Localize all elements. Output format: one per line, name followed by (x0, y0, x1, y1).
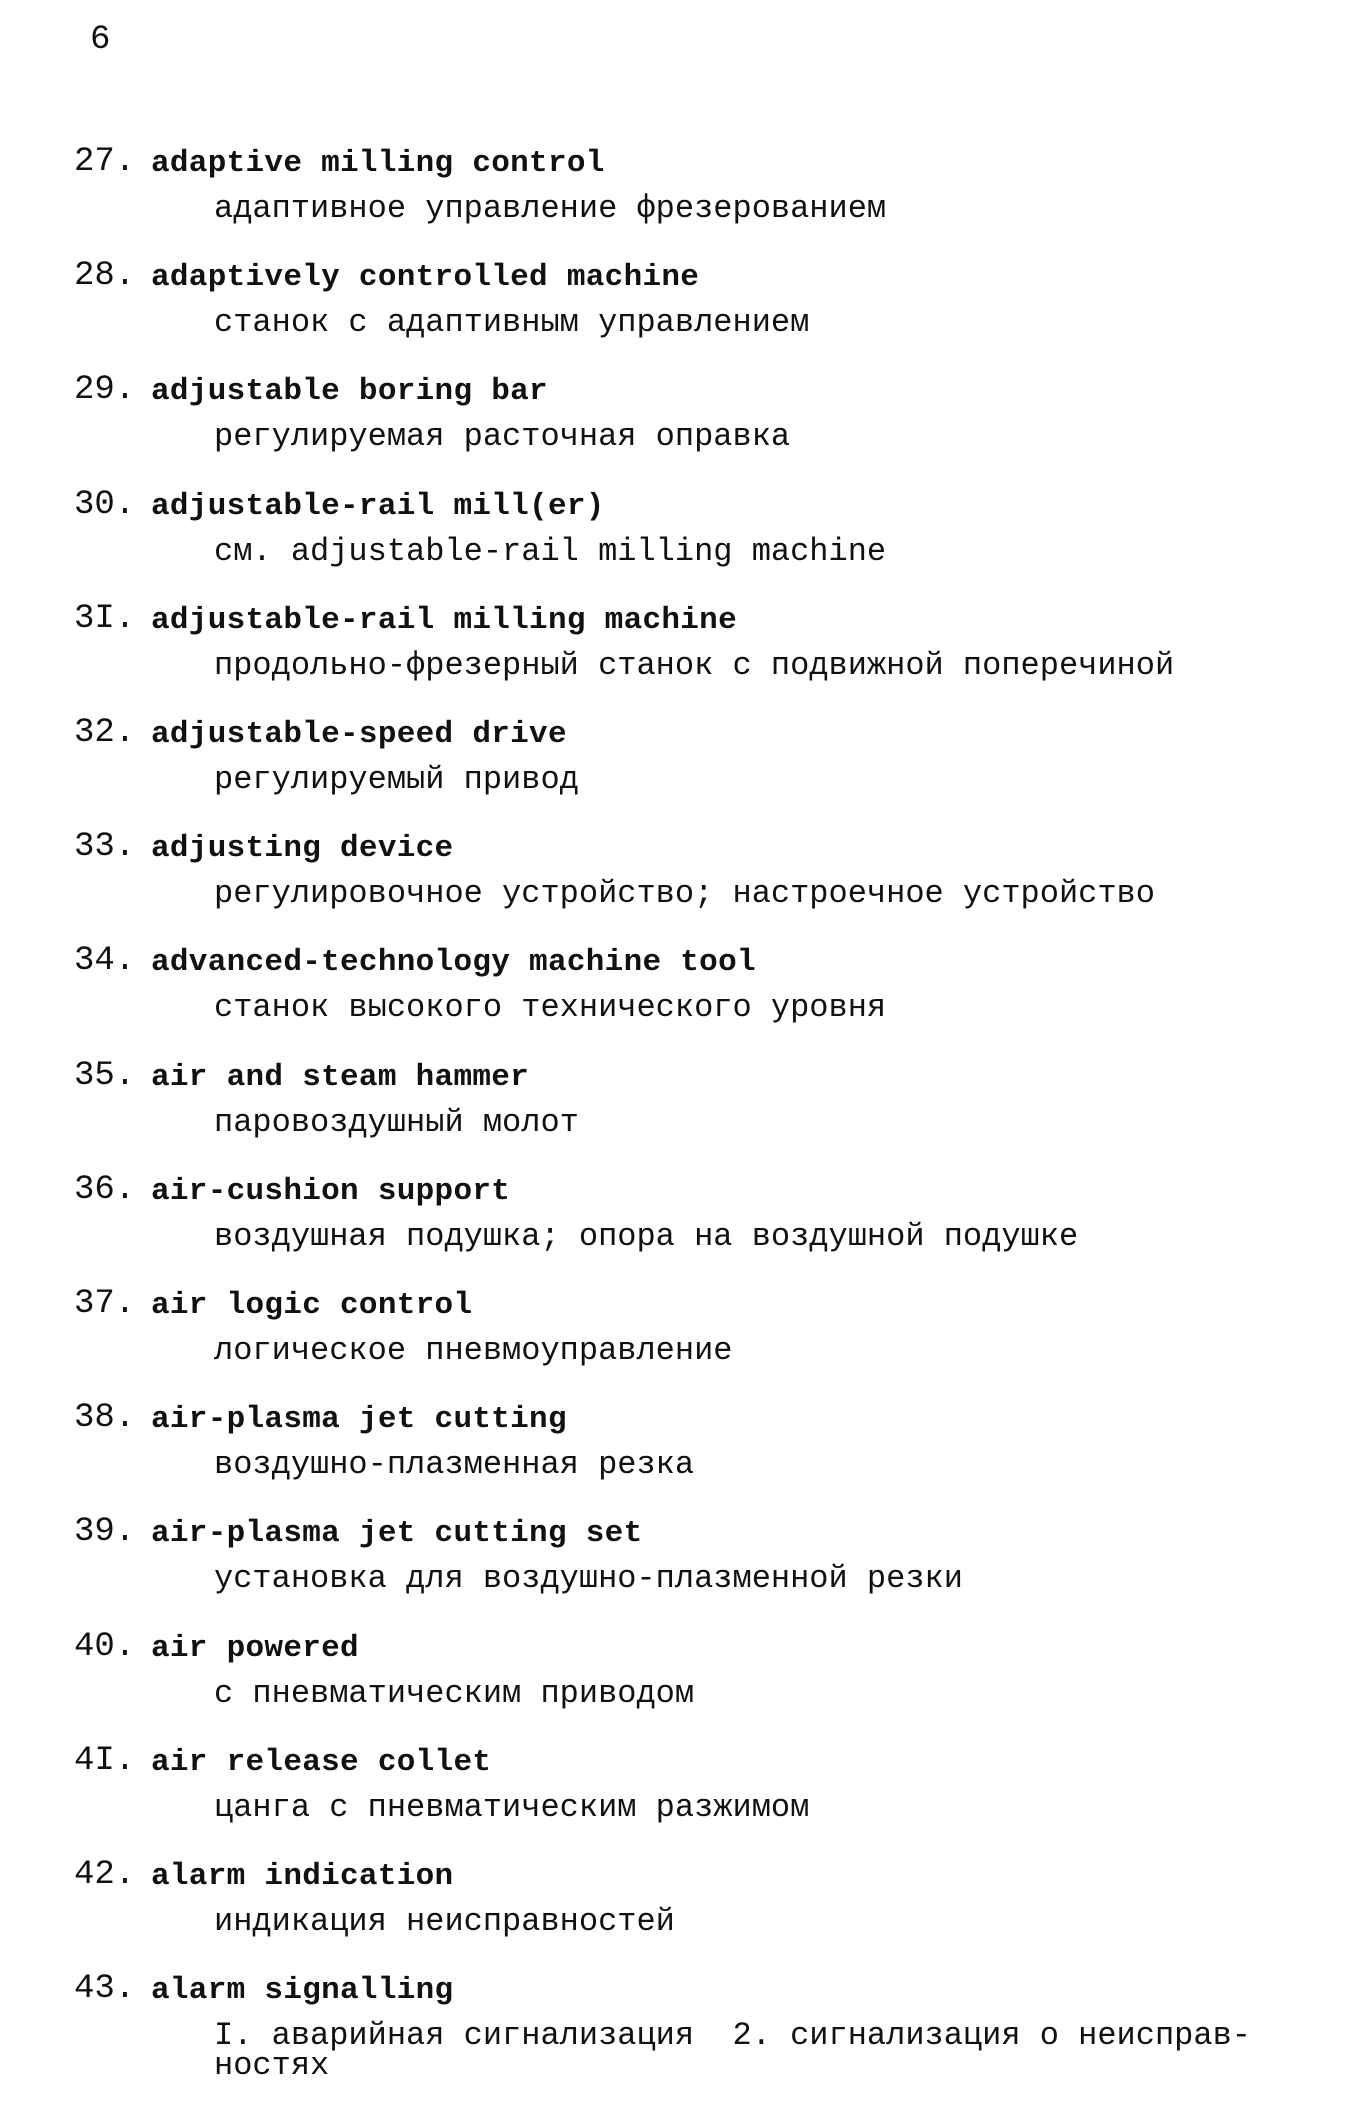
entry-number: 27. (74, 143, 136, 181)
entry-term: adjustable-rail milling machine (151, 602, 737, 638)
entry-term: alarm indication (151, 1859, 454, 1894)
entry-translation: станок высокого технического уровня (214, 989, 887, 1027)
entry-number: 36. (74, 1170, 136, 1209)
entry-term: air-plasma jet cutting (151, 1402, 567, 1438)
entry-term: adjustable-rail mill(er) (151, 488, 605, 524)
entry-translation: станок с адаптивным управлением (214, 304, 810, 342)
entry-translation: установка для воздушно-плазменной резки (214, 1560, 963, 1598)
entry-translation: цанга с пневматическим разжимом (214, 1788, 810, 1826)
entry-translation: индикация неисправностей (214, 1903, 675, 1940)
entry-number: 40. (74, 1627, 136, 1666)
entry-translation: паровоздушный молот (214, 1103, 579, 1141)
entry-translation: регулировочное устройство; настроечное устройство (214, 875, 1155, 913)
entry-term: adjustable-speed drive (151, 717, 567, 752)
entry-number: 34. (74, 942, 136, 981)
entry-number: 38. (74, 1399, 136, 1438)
entry-number: 43. (74, 1970, 136, 2009)
entry-number: 28. (74, 257, 136, 296)
entry-translation: см. adjustable-rail milling machine (214, 532, 887, 570)
entry-term: adjustable boring bar (151, 374, 548, 410)
entry-term: advanced-technology machine tool (151, 945, 756, 981)
entry-translation: воздушная подушка; опора на воздушной подушке (214, 1217, 1079, 1255)
entry-number: 30. (74, 485, 136, 524)
entry-term: adaptively controlled machine (151, 260, 700, 296)
entry-term: air and steam hammer (151, 1059, 530, 1095)
entry-term: air-cushion support (151, 1173, 511, 1209)
entry-number: 39. (74, 1513, 136, 1552)
entry-term: air-plasma jet cutting set (151, 1516, 643, 1552)
entry-term: adaptive milling control (151, 146, 605, 181)
entry-translation: продольно-фрезерный станок с подвижной поперечиной (214, 646, 1175, 684)
entry-term: air release collet (151, 1744, 492, 1780)
entry-number: 35. (74, 1056, 136, 1095)
entry-translation: с пневматическим приводом (214, 1674, 695, 1712)
entry-number: 4I. (74, 1741, 136, 1780)
entry-number: 3I. (74, 599, 136, 638)
entry-translation: регулируемая расточная оправка (214, 418, 791, 456)
entry-number: 37. (74, 1285, 136, 1323)
entry-translation: воздушно-плазменная резка (214, 1446, 695, 1484)
entry-number: 29. (74, 371, 136, 410)
entry-translation: регулируемый привод (214, 761, 579, 798)
entry-translation: I. аварийная сигнализация 2. сигнализация о неисправ- ностях (214, 2017, 1251, 2085)
page-number: 6 (90, 21, 111, 59)
entry-number: 32. (74, 714, 136, 752)
entry-term: alarm signalling (151, 1973, 454, 2009)
entry-term: adjusting device (151, 831, 454, 867)
entry-term: air logic control (151, 1288, 473, 1323)
entry-translation: логическое пневмоуправление (214, 1332, 733, 1369)
entry-number: 42. (74, 1856, 136, 1894)
entry-term: air powered (151, 1630, 359, 1666)
entry-number: 33. (74, 828, 136, 867)
entry-translation: адаптивное управление фрезерованием (214, 190, 887, 227)
